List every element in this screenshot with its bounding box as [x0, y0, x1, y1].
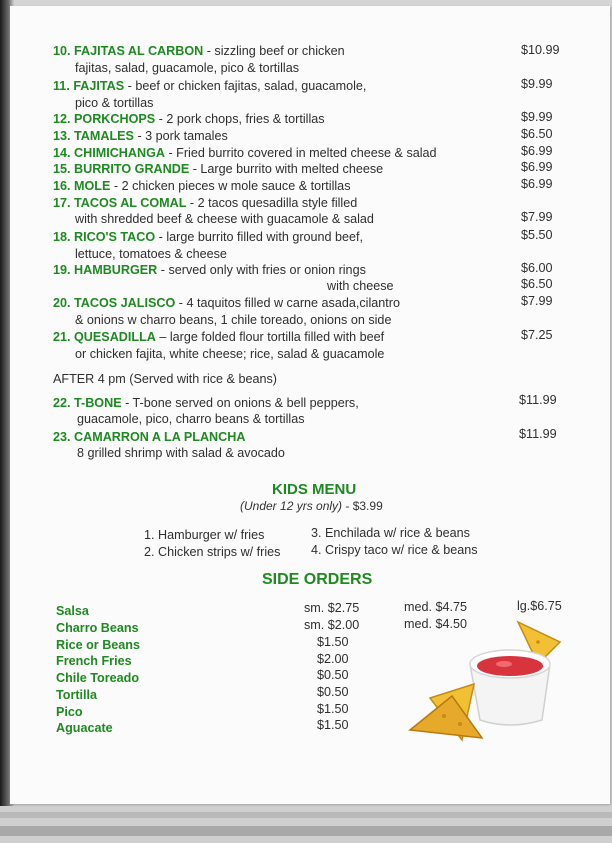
menu-item-15: 15. BURRITO GRANDE - Large burrito with melted cheese — [53, 162, 384, 176]
menu-item-11-price: $9.99 — [521, 77, 553, 91]
menu-item-19-desc: with cheese — [327, 279, 394, 293]
menu-item-12-price: $9.99 — [521, 110, 553, 124]
side-item-salsa-medium: med. $4.75 — [404, 600, 468, 614]
after-4pm-note: AFTER 4 pm (Served with rice & beans) — [53, 372, 277, 386]
side-item-salsa-small: sm. $2.75 — [304, 601, 360, 615]
menu-item-13: 13. TAMALES - 3 pork tamales — [53, 129, 228, 143]
menu-item-22-price: $11.99 — [519, 393, 557, 407]
side-item-pico: Pico — [56, 705, 83, 719]
kids-item-3: 3. Enchilada w/ rice & beans — [311, 526, 470, 540]
menu-item-22: 22. T-BONE - T-bone served on onions & bell peppers, — [53, 396, 359, 410]
menu-item-23: 23. CAMARRON A LA PLANCHA — [53, 430, 246, 444]
menu-item-10-price: $10.99 — [521, 43, 560, 57]
side-item-chile-price: $0.50 — [317, 668, 349, 682]
kids-item-2: 2. Chicken strips w/ fries — [144, 545, 281, 559]
menu-item-21-desc: or chicken fajita, white cheese; rice, salad & guacamole — [75, 347, 385, 361]
menu-item-18-price: $5.50 — [521, 228, 553, 242]
menu-item-11-desc: pico & tortillas — [75, 96, 154, 110]
menu-item-14-price: $6.99 — [521, 144, 553, 158]
side-item-fries-price: $2.00 — [317, 652, 349, 666]
menu-item-17-desc: with shredded beef & cheese with guacamole & salad — [75, 212, 374, 226]
menu-item-18: 18. RICO'S TACO - large burrito filled with ground beef, — [53, 230, 364, 244]
menu-item-19: 19. HAMBURGER - served only with fries or onion rings — [53, 263, 366, 277]
menu-item-20-desc: & onions w charro beans, 1 chile toreado, onions on side — [75, 313, 392, 327]
menu-item-10: 10. FAJITAS AL CARBON - sizzling beef or chicken — [53, 44, 345, 58]
side-item-french-fries: French Fries — [56, 654, 132, 668]
side-item-chile-toreado: Chile Toreado — [56, 671, 140, 685]
menu-item-22-desc: guacamole, pico, charro beans & tortillas — [77, 412, 305, 426]
menu-item-17: 17. TACOS AL COMAL - 2 tacos quesadilla style filled — [53, 196, 358, 210]
menu-item-20-price: $7.99 — [521, 294, 553, 308]
side-item-salsa-large: lg.$6.75 — [517, 599, 562, 613]
kids-item-1: 1. Hamburger w/ fries — [144, 528, 265, 542]
menu-item-14: 14. CHIMICHANGA - Fried burrito covered in melted cheese & salad — [53, 146, 437, 160]
side-item-pico-price: $1.50 — [317, 702, 349, 716]
side-item-aguacate-price: $1.50 — [317, 718, 349, 732]
side-item-salsa: Salsa — [56, 604, 89, 618]
side-orders-title: SIDE ORDERS — [262, 571, 373, 588]
side-item-charro-small: sm. $2.00 — [304, 618, 360, 632]
side-item-tortilla: Tortilla — [56, 688, 98, 702]
menu-item-13-price: $6.50 — [521, 127, 553, 141]
side-item-charro-medium: med. $4.50 — [404, 617, 468, 631]
side-item-tortilla-price: $0.50 — [317, 685, 349, 699]
menu-item-21: 21. QUESADILLA – large folded flour tortilla filled with beef — [53, 330, 385, 344]
menu-item-18-desc: lettuce, tomatoes & cheese — [75, 247, 227, 261]
side-item-rice-price: $1.50 — [317, 635, 349, 649]
menu-item-19-price: $6.00 — [521, 261, 553, 275]
menu-item-17-price: $7.99 — [521, 210, 553, 224]
kids-menu-title: KIDS MENU — [272, 481, 357, 498]
menu-item-12: 12. PORKCHOPS - 2 pork chops, fries & tortillas — [53, 112, 325, 126]
side-item-rice-beans: Rice or Beans — [56, 638, 140, 652]
menu-item-23-price: $11.99 — [519, 427, 557, 441]
menu-item-16-price: $6.99 — [521, 177, 553, 191]
kids-item-4: 4. Crispy taco w/ rice & beans — [311, 543, 478, 557]
menu-item-11: 11. FAJITAS - beef or chicken fajitas, salad, guacamole, — [53, 79, 367, 93]
menu-item-20: 20. TACOS JALISCO - 4 taquitos filled w carne asada,cilantro — [53, 296, 400, 310]
menu-item-15-price: $6.99 — [521, 160, 553, 174]
menu-item-19-price-cheese: $6.50 — [521, 277, 553, 291]
salsa-chips-illustration — [400, 612, 570, 754]
menu-item-10-desc: fajitas, salad, guacamole, pico & tortillas — [75, 61, 300, 75]
menu-item-16: 16. MOLE - 2 chicken pieces w mole sauce & tortillas — [53, 179, 351, 193]
side-item-charro-beans: Charro Beans — [56, 621, 139, 635]
menu-item-21-price: $7.25 — [521, 328, 553, 342]
menu-item-23-desc: 8 grilled shrimp with salad & avocado — [77, 446, 285, 460]
side-item-aguacate: Aguacate — [56, 721, 113, 735]
scan-bottom-edge — [0, 806, 612, 843]
kids-menu-note: (Under 12 yrs only) - $3.99 — [240, 499, 383, 513]
